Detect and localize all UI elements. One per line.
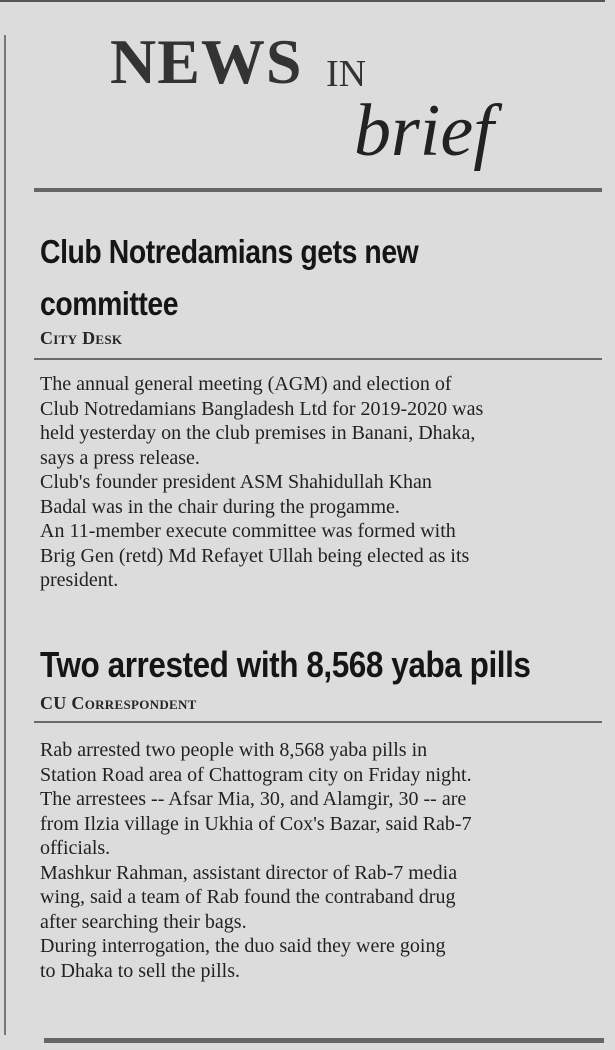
bottom-divider	[44, 1038, 604, 1043]
masthead-divider	[34, 188, 602, 192]
story2-byline: CU Correspondent	[40, 693, 197, 713]
story2-divider	[34, 721, 602, 723]
masthead-brief: brief	[354, 90, 494, 172]
masthead-in: IN	[326, 53, 367, 95]
masthead-news: NEWS	[110, 26, 303, 97]
story1-body: The annual general meeting (AGM) and election of Club Notredamians Bangladesh Ltd for 2019-2020 was held yesterday on the club premises in Banani, Dhaka, says a press release. Club's founder president ASM Shahidullah Khan Badal was in the chair during the progamme. An 11-member execute committee was formed with Brig Gen (retd) Md Refayet Ullah being elected as its president.	[40, 373, 484, 591]
top-border	[0, 0, 605, 2]
story2-body: Rab arrested two people with 8,568 yaba pills in Station Road area of Chattogram city on Friday night. The arrestees -- Afsar Mia, 30, and Alamgir, 30 -- are from Ilzia village in Ukhia of Cox's Bazar, said Rab-7 officials. Mashkur Rahman, assistant director of Rab-7 media wing, said a team of Rab found the contraband drug after searching their bags. During interrogation, the duo said they were going to Dhaka to sell the pills.	[40, 739, 472, 982]
news-in-brief-masthead	[34, 12, 604, 192]
story2-headline: Two arrested with 8,568 yaba pills	[40, 644, 531, 685]
column-rule	[4, 35, 6, 1035]
story1-divider	[34, 358, 602, 360]
story1-byline: City Desk	[40, 328, 123, 348]
story1-headline: Club Notredamians gets new committee	[40, 233, 419, 322]
